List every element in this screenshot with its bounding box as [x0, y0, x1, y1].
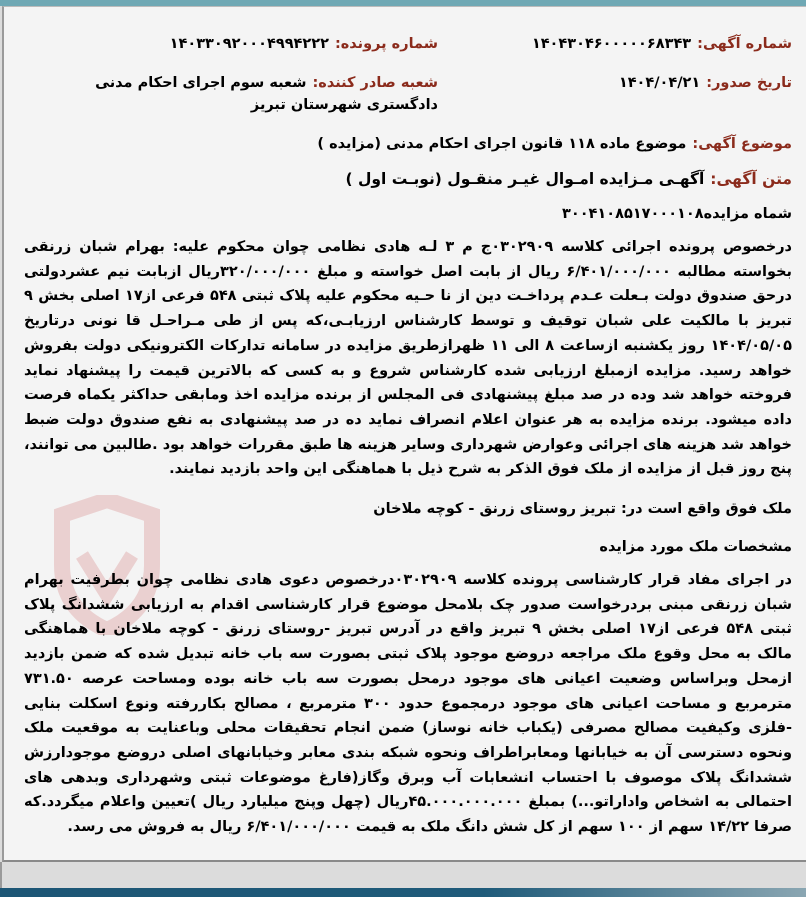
issue-date-label: تاریخ صدور:: [706, 75, 792, 91]
notice-content: [4, 7, 806, 860]
issuing-branch-label: شعبه صادر کننده:: [312, 75, 438, 91]
issue-date-value: ۱۴۰۴/۰۴/۲۱: [618, 75, 701, 91]
case-number-label: شماره پرونده:: [334, 36, 438, 52]
status-strip: [0, 862, 806, 888]
issue-date: [452, 72, 792, 116]
notice-number-value: ۱۴۰۴۳۰۴۶۰۰۰۰۰۶۸۳۴۳: [531, 36, 692, 52]
issuing-branch: [24, 72, 438, 116]
notice-number-label: شماره آگهی:: [697, 36, 792, 52]
notice-text-title: [24, 168, 792, 190]
header-row-1: [24, 33, 792, 55]
text-title-value: آگهـی مـزایده امـوال غیـر منقـول (نوبـت اول ): [345, 170, 705, 188]
notice-panel: [2, 6, 806, 862]
specs-paragraph: در اجرای مفاد قرار کارشناسی پرونده کلاسه ۰۳۰۲۹۰۹درخصوص دعوی هادی نظامی چوان بطرفیت بهرام شبان زرنقی مبنی بردرخواست صدور چک بلامحل موضوع قرار کارشناسی اقدام به ارزیابی ششدانگ پلاک ثبتی ۵۴۸ فرعی از۱۷ اصلی بخش ۹ تبریز واقع در آدرس تبریز -روستای زرنق - کوچه ملاخان با هماهنگی مالک به محل وقوع ملک مراجعه دروضع موجود پلاک ثبتی بصورت سه باب خانه تبدیل شده که ضمن بازدید ازمحل وبراساس وضعیت اعیانی های موجود درمحل بصورت سه باب خانه بوده ومساحت عرصه ۷۳۱.۵۰ مترمربع و مساحت اعیانی های موجود درمجموع حدود ۳۰۰ مترمربع ، مصالح بکاررفته ونوع اسکلت بنایی -فلزی وکیفیت مصالح مصرفی (یکباب خانه نوساز) ضمن انجام تحقیقات محلی وباعنایت به موقعیت ملک ونحوه دسترسی آن به خیابانها ومعابراطراف ونحوه شبکه بندی معابر وخیابانهای اصلی دروضع موجودارزش ششدانگ پلاک موصوف با احتساب انشعابات آب وبرق وگاز(فارغ موضوعات ثبتی وشهرداری وبدهی های احتمالی به اشخاص واداراتو...) بمبلغ ۴۵.۰۰۰.۰۰۰.۰۰۰ریال (چهل وپنج میلیارد ریال )تعیین واعلام میگردد.که صرفا ۱۴/۲۲ سهم از ۱۰۰ سهم از کل شش دانگ ملک به قیمت ۶/۴۰۱/۰۰۰/۰۰۰ ریال به فروش می رسد.: [24, 572, 792, 836]
header-row-2: [24, 72, 792, 116]
subject-label: موضوع آگهی:: [692, 136, 792, 152]
subject-value: موضوع ماده ۱۱۸ قانون اجرای احکام مدنی (مزایده ): [317, 136, 687, 152]
auction-paragraph: درخصوص پرونده اجرائی کلاسه ۰۳۰۲۹۰۹ج م ۳ لـه هادی نظامی چوان محکوم علیه: بهرام شبان زرنقی بخواسته مطالبه ۶/۴۰۱/۰۰۰/۰۰۰ ریال از بابت اصل خواسته و مبلغ ۳۲۰/۰۰۰/۰۰۰ریال ازبابت نیم عشردولتی درحق صندوق دولت بـعلت عـدم پرداخـت دین از نا حـیه محکوم علیه پلاک ثبتی ۵۴۸ فرعی از۱۷ اصلی بخش ۹ تبریز با مالکیت علی شبان توقیف و توسط کارشناس ارزیابـی،که پس از طی مـراحـل قا نونی درتاریخ ۱۴۰۴/۰۵/۰۵ روز یکشنبه ازساعت ۸ الی ۱۱ ظهرازطریق مزایده در سامانه تدارکات الکترونیکی دولت بفروش خواهد رسید. مزایده ازمبلغ ارزیابی شده کارشناس شروع و به کسی که بالاترین قیمت را پیشنهاد نماید فروخته خواهد شد وده در صد مبلغ پیشنهادی فی المجلس از برنده مزایده اخذ ومابقی حداکثر یکماه فرصت داده میشود. برنده مزایده به هر عنوان اعلام انصراف نماید ده در صد پیشنهادی به نفع صندوق دولت ضبط خواهد شد هزینه های اجرائی وعوارض شهرداری وسایر هزینه ها طبق مقررات خواهد بود .طالبین می توانند، پنج روز قبل از مزایده از ملک فوق الذکر به شرح ذیل با هماهنگی این واحد بازدید نمایند.: [24, 239, 792, 478]
property-location: ملک فوق واقع است در: تبریز روستای زرنق - کوچه ملاخان: [373, 501, 792, 518]
taskbar: [0, 888, 806, 897]
issuing-branch-value: شعبه سوم اجرای احکام مدنی دادگستری شهرستان تبریز: [95, 75, 438, 113]
notice-number: [452, 33, 792, 55]
auction-number: شماه مزایده۳۰۰۴۱۰۸۵۱۷۰۰۰۱۰۸: [562, 206, 792, 222]
case-number-value: ۱۴۰۳۳۰۹۲۰۰۰۴۹۹۴۲۲۲: [169, 36, 329, 52]
subject: [24, 133, 792, 155]
specs-heading: مشخصات ملک مورد مزایده: [599, 539, 792, 556]
case-number: [24, 33, 438, 55]
text-label: متن آگهی:: [710, 170, 792, 188]
